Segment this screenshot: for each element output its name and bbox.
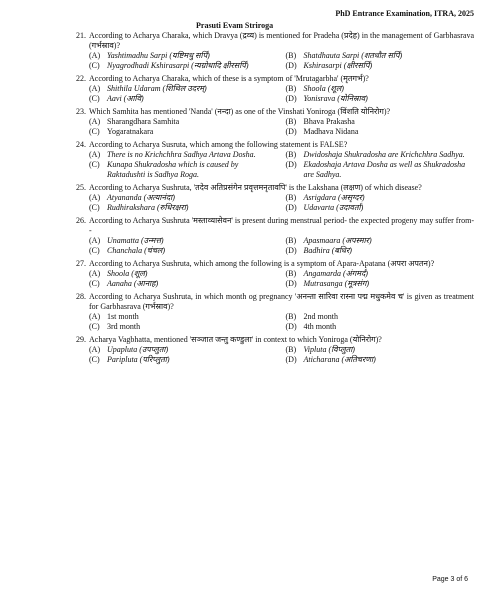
option-text: Kunapa Shukradosha which is caused by Raktadushti is Sadhya Roga. bbox=[107, 160, 239, 179]
option-text: Aticharana (अतिचरणा) bbox=[303, 355, 376, 364]
answer-option bbox=[286, 193, 475, 203]
option-text: 3rd month bbox=[107, 322, 141, 331]
answer-option bbox=[286, 127, 475, 137]
option-label: (A) bbox=[89, 117, 101, 126]
option-text: Udavarta (उदावर्ता) bbox=[303, 203, 364, 212]
answer-option bbox=[89, 345, 278, 355]
question-text: According to Acharya Charaka, which Dravya (द्रव्य) is mentioned for Pradeha (प्रदेह) in the management of Garbhasrava (गर्भस्राव)? bbox=[89, 31, 474, 50]
option-label: (A) bbox=[89, 236, 101, 245]
option-label: (D) bbox=[285, 61, 297, 70]
question-item bbox=[76, 31, 474, 71]
answer-option bbox=[286, 84, 475, 94]
question-number: 27. bbox=[76, 259, 86, 268]
option-label: (B) bbox=[285, 51, 297, 60]
option-label: (A) bbox=[89, 150, 101, 159]
option-label: (D) bbox=[285, 246, 297, 255]
answer-option bbox=[286, 312, 475, 322]
option-text: Shoola (शूल) bbox=[303, 84, 344, 93]
question-stem bbox=[76, 74, 474, 84]
option-label: (A) bbox=[89, 269, 101, 278]
question-text: Acharya Vagbhatta, mentioned 'सञ्जात जन्तु कण्डुला' in context to which Yoniroga (योनिरोग)? bbox=[89, 335, 382, 344]
option-label: (B) bbox=[285, 269, 297, 278]
answer-option bbox=[286, 203, 475, 213]
option-grid bbox=[89, 193, 474, 213]
question-item bbox=[76, 140, 474, 180]
question-stem bbox=[76, 292, 474, 312]
option-grid bbox=[89, 150, 474, 180]
question-number: 29. bbox=[76, 335, 86, 344]
option-label: (D) bbox=[285, 160, 297, 169]
answer-option bbox=[89, 246, 278, 256]
question-text: Which Samhita has mentioned 'Nanda' (नन्दा) as one of the Vinshati Yoniroga (विंशति योनिरोग)? bbox=[89, 107, 391, 116]
option-label: (B) bbox=[285, 84, 297, 93]
answer-option bbox=[89, 322, 278, 332]
answer-option bbox=[286, 269, 475, 279]
exam-title: PhD Entrance Examination, ITRA, 2025 bbox=[335, 9, 474, 18]
option-text: Upapluta (उपप्लुता) bbox=[107, 345, 169, 354]
answer-option bbox=[89, 117, 278, 127]
option-label: (C) bbox=[89, 279, 100, 288]
option-text: Yonisrava (योनिस्राव) bbox=[303, 94, 368, 103]
option-grid bbox=[89, 51, 474, 71]
question-item bbox=[76, 292, 474, 332]
option-label: (C) bbox=[89, 203, 100, 212]
option-label: (D) bbox=[285, 127, 297, 136]
option-label: (B) bbox=[285, 150, 297, 159]
option-text: Unamatta (उन्मत्त) bbox=[107, 236, 164, 245]
answer-option bbox=[89, 236, 278, 246]
option-label: (D) bbox=[285, 203, 297, 212]
option-text: Apasmaara (अपस्मार) bbox=[303, 236, 372, 245]
option-label: (A) bbox=[89, 345, 101, 354]
option-grid bbox=[89, 117, 474, 137]
answer-option bbox=[89, 355, 278, 365]
option-label: (B) bbox=[285, 312, 297, 321]
question-item bbox=[76, 259, 474, 289]
answer-option bbox=[89, 94, 278, 104]
option-text: Kshirasarpi (क्षीरसर्पि) bbox=[303, 61, 373, 70]
question-item bbox=[76, 216, 474, 256]
option-text: There is no Krichchhra Sadhya Artava Dosha. bbox=[107, 150, 256, 159]
question-number: 24. bbox=[76, 140, 86, 149]
option-text: Vipluta (विप्लुता) bbox=[303, 345, 355, 354]
question-stem bbox=[76, 107, 474, 117]
option-label: (C) bbox=[89, 246, 100, 255]
question-stem bbox=[76, 183, 474, 193]
option-text: 4th month bbox=[303, 322, 337, 331]
question-item bbox=[76, 74, 474, 104]
answer-option bbox=[89, 84, 278, 94]
option-text: Asrigdara (असृग्दर) bbox=[303, 193, 365, 202]
question-number: 28. bbox=[76, 292, 86, 301]
question-text: According to Acharya Sushruta 'मस्ताव्यासेवन' is present during menstrual period- the expected progeny may suffer from-- bbox=[89, 216, 474, 235]
answer-option bbox=[286, 61, 475, 71]
option-text: Aavi (आवि) bbox=[107, 94, 144, 103]
question-text: According to Acharya Sushruta, 'तदेव अतिप्रसंगेन प्रवृत्तमनृतावपि' is the Lakshana (लक्षण) of which disease? bbox=[89, 183, 422, 192]
option-text: Yashtimadhu Sarpi (यष्टिमधु सर्पि) bbox=[107, 51, 210, 60]
option-text: Angamarda (अंगमर्द) bbox=[303, 269, 368, 278]
answer-option bbox=[286, 150, 475, 160]
option-label: (C) bbox=[89, 127, 100, 136]
option-label: (B) bbox=[285, 236, 297, 245]
option-text: 2nd month bbox=[303, 312, 338, 321]
answer-option bbox=[89, 61, 278, 71]
option-grid bbox=[89, 269, 474, 289]
answer-option bbox=[89, 279, 278, 289]
answer-option bbox=[89, 51, 278, 61]
answer-option bbox=[286, 117, 475, 127]
option-label: (B) bbox=[285, 193, 297, 202]
question-stem bbox=[76, 335, 474, 345]
option-text: Nyagrodhadi Kshirasarpi (न्यग्रोधादि क्षीरसर्पि) bbox=[107, 61, 249, 70]
question-item bbox=[76, 183, 474, 213]
option-label: (A) bbox=[89, 51, 101, 60]
option-grid bbox=[89, 312, 474, 332]
question-stem bbox=[76, 216, 474, 236]
subject-title: Prasuti Evam Striroga bbox=[196, 21, 274, 30]
option-label: (C) bbox=[89, 160, 100, 169]
option-text: Shithila Udaram (शिथिल उदरम्) bbox=[107, 84, 207, 93]
page-number: Page 3 of 6 bbox=[432, 576, 468, 583]
answer-option bbox=[286, 236, 475, 246]
answer-option bbox=[89, 312, 278, 322]
option-label: (C) bbox=[89, 355, 100, 364]
answer-option bbox=[286, 94, 475, 104]
option-label: (B) bbox=[285, 117, 297, 126]
question-number: 23. bbox=[76, 107, 86, 116]
option-text: Sharangdhara Samhita bbox=[107, 117, 180, 126]
question-text: According to Acharya Susruta, which among the following statement is FALSE? bbox=[89, 140, 348, 149]
option-label: (A) bbox=[89, 193, 101, 202]
answer-option bbox=[286, 322, 475, 332]
question-item bbox=[76, 335, 474, 365]
option-text: Badhira (बधिर) bbox=[303, 246, 352, 255]
option-text: Shoola (शूल) bbox=[107, 269, 148, 278]
question-number: 25. bbox=[76, 183, 86, 192]
answer-option bbox=[89, 269, 278, 279]
option-text: Bhava Prakasha bbox=[303, 117, 355, 126]
option-text: Rudhiraksharа (रुधिरक्षरा) bbox=[107, 203, 189, 212]
question-stem bbox=[76, 140, 474, 150]
option-grid bbox=[89, 84, 474, 104]
option-label: (C) bbox=[89, 322, 100, 331]
option-text: Mutrasanga (मूत्रसंग) bbox=[303, 279, 370, 288]
answer-option bbox=[286, 51, 475, 61]
option-text: Paripluta (परिप्लुता) bbox=[107, 355, 170, 364]
option-grid bbox=[89, 236, 474, 256]
option-text: Madhava Nidana bbox=[303, 127, 359, 136]
option-text: Yogaratnakara bbox=[107, 127, 154, 136]
option-text: Shatdhauta Sarpi (शतधौत सर्पि) bbox=[303, 51, 403, 60]
option-text: Aanaha (आनाह) bbox=[107, 279, 159, 288]
answer-option bbox=[286, 160, 475, 180]
option-label: (B) bbox=[285, 345, 297, 354]
answer-option bbox=[89, 127, 278, 137]
answer-option bbox=[286, 345, 475, 355]
option-label: (D) bbox=[285, 322, 297, 331]
question-text: According to Acharya Sushruta, in which month og pregnancy 'अनन्ता सारिवा रास्ना पद्म मधुकमेव च' is given as treatment for Garbhasrava (गर्भस्राव)? bbox=[89, 292, 474, 311]
question-number: 22. bbox=[76, 74, 86, 83]
answer-option bbox=[286, 279, 475, 289]
option-label: (A) bbox=[89, 84, 101, 93]
option-text: Dwidoshaja Shukradosha are Krichchhra Sadhya. bbox=[303, 150, 465, 159]
option-label: (D) bbox=[285, 279, 297, 288]
answer-option bbox=[89, 203, 278, 213]
option-text: Chanchala (चंचल) bbox=[107, 246, 166, 255]
answer-option bbox=[89, 193, 278, 203]
answer-option bbox=[89, 160, 278, 180]
question-list bbox=[76, 31, 474, 368]
question-stem bbox=[76, 31, 474, 51]
option-label: (C) bbox=[89, 94, 100, 103]
question-number: 26. bbox=[76, 216, 86, 225]
option-label: (A) bbox=[89, 312, 101, 321]
option-text: Ekadoshaja Artava Dosha as well as Shukradosha are Sadhya. bbox=[303, 160, 466, 179]
option-label: (D) bbox=[285, 94, 297, 103]
question-stem bbox=[76, 259, 474, 269]
answer-option bbox=[89, 150, 278, 160]
question-item bbox=[76, 107, 474, 137]
question-text: According to Acharya Sushruta, which among the following is a symptom of Apara-Apatana (अपरा अपतन)? bbox=[89, 259, 435, 268]
answer-option bbox=[286, 355, 475, 365]
option-grid bbox=[89, 345, 474, 365]
answer-option bbox=[286, 246, 475, 256]
option-label: (D) bbox=[285, 355, 297, 364]
option-label: (C) bbox=[89, 61, 100, 70]
question-text: According to Acharya Charaka, which of these is a symptom of 'Mrutagarbha' (मृतगर्भ)? bbox=[89, 74, 369, 83]
option-text: Atyananda (अत्यानंदा) bbox=[107, 193, 175, 202]
option-text: 1st month bbox=[107, 312, 139, 321]
question-number: 21. bbox=[76, 31, 86, 40]
